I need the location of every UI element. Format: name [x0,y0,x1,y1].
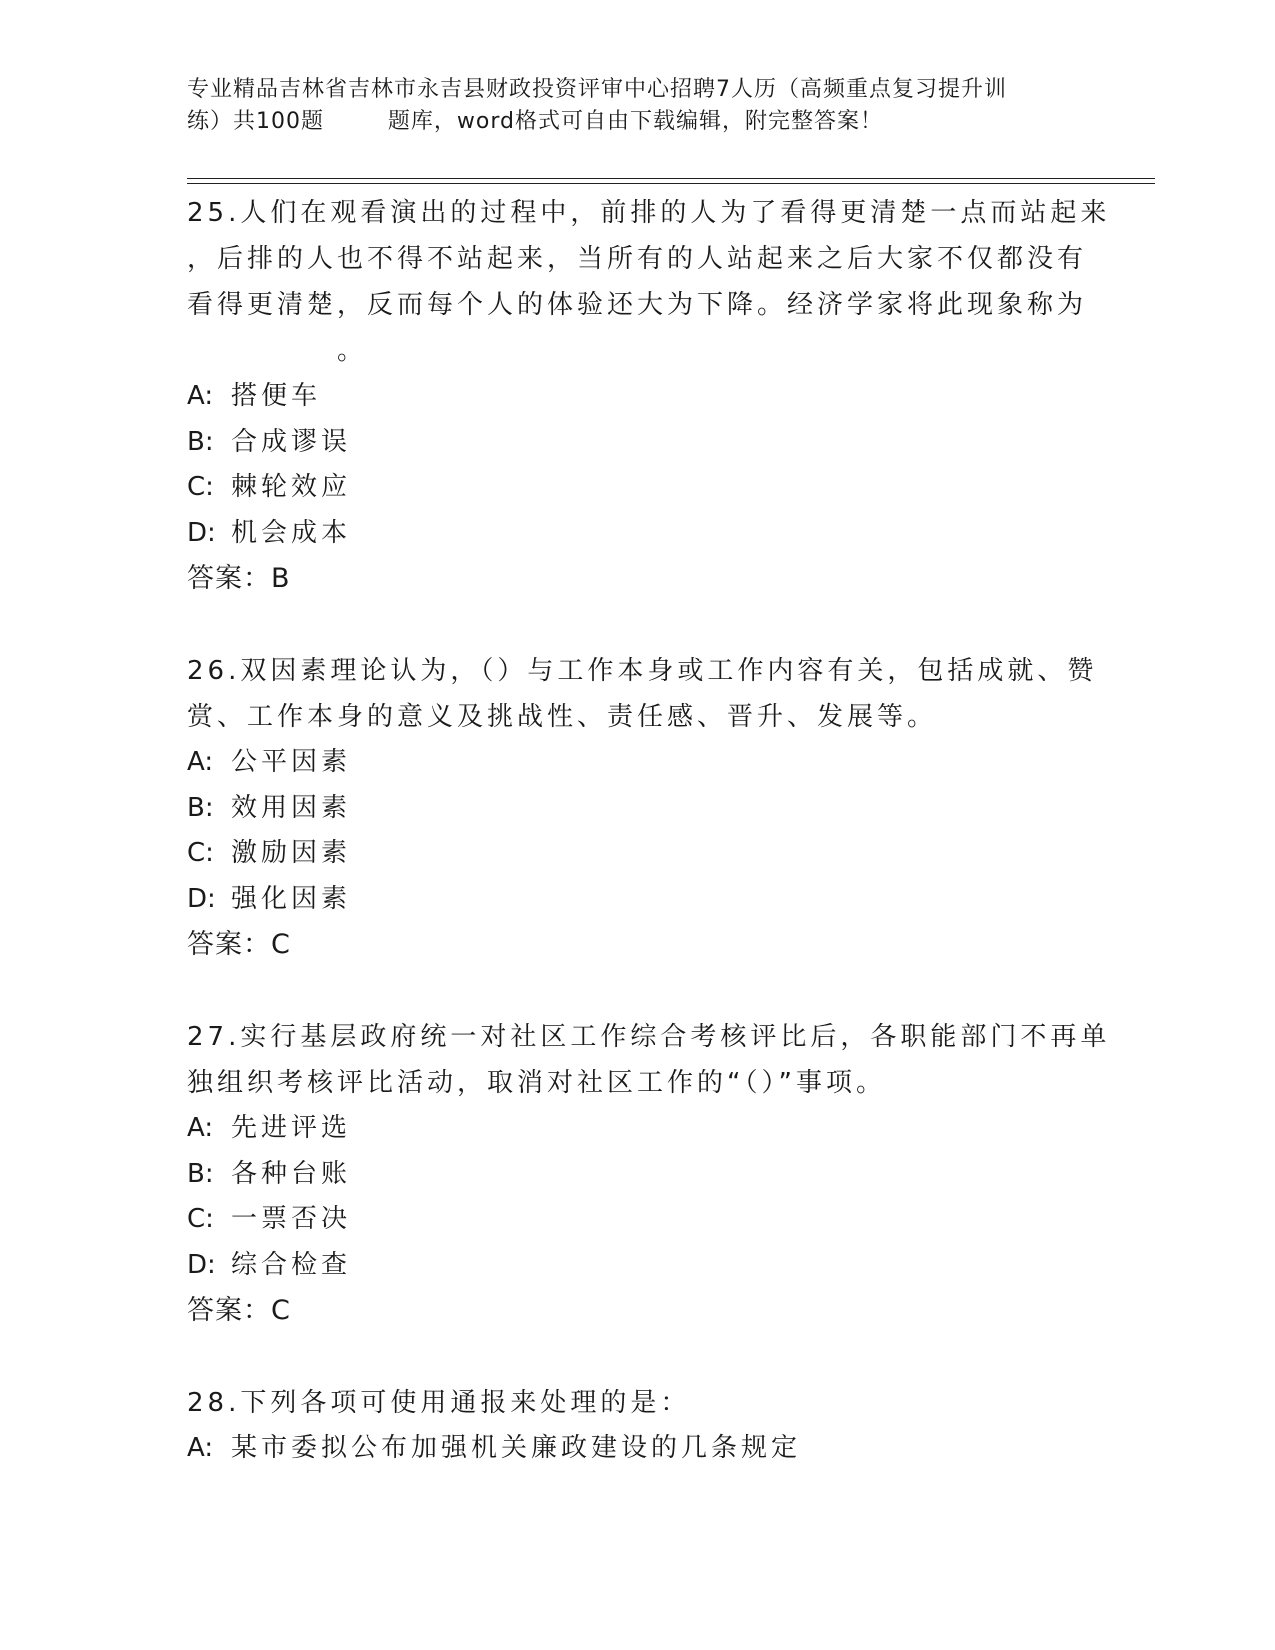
option-letter: D: [187,517,216,548]
header-line-2: 练）共100题 题库，word格式可自由下载编辑，附完整答案！ [187,109,884,134]
document-header [187,74,1087,138]
option-c [187,831,1087,877]
question-text [187,1380,1087,1426]
option-text: 先进评选 [231,1113,352,1143]
option-b [187,1152,1087,1198]
question-line: ，后排的人也不得不站起来，当所有的人站起来之后大家不仅都没有 [187,244,1088,274]
option-b [187,786,1087,832]
option-text: 综合检查 [231,1249,352,1280]
question-line: 26.双因素理论认为，（）与工作本身或工作内容有关，包括成就、赞 [187,656,1098,686]
question-25 [187,190,1111,602]
option-letter: C: [187,1204,214,1234]
option-text: 激励因素 [231,838,352,868]
question-text [187,190,1111,374]
option-letter: A: [187,381,214,411]
option-c [187,465,1087,511]
option-letter: B: [187,1158,214,1189]
question-list [187,190,1111,1472]
question-line: 25.人们在观看演出的过程中，前排的人为了看得更清楚一点而站起来 [187,198,1111,228]
option-text: 各种台账 [231,1158,352,1189]
question-line: 赏、工作本身的意义及挑战性、责任感、晋升、发展等。 [187,702,938,732]
option-letter: A: [187,1433,214,1463]
option-b [187,420,1087,466]
option-a [187,1106,1087,1152]
question-line: 。 [337,336,368,366]
header-rule-bottom [187,183,1155,184]
answer-line: 答案：C [187,1295,291,1326]
option-text: 棘轮效应 [231,472,352,502]
option-text: 效用因素 [231,792,352,823]
question-text [187,1014,1111,1106]
option-d [187,511,1087,557]
question-line: 独组织考核评比活动，取消对社区工作的“（）”事项。 [187,1068,886,1098]
answer-line: 答案：B [187,563,291,594]
option-text: 公平因素 [231,747,352,777]
option-c [187,1197,1087,1243]
option-text: 一票否决 [231,1204,352,1234]
option-letter: B: [187,426,214,457]
option-letter: B: [187,792,214,823]
answer-line: 答案：C [187,929,291,960]
question-27 [187,1014,1111,1334]
option-letter: D: [187,1249,216,1280]
header-rule-top [187,178,1155,179]
option-text: 某市委拟公布加强机关廉政建设的几条规定 [231,1433,802,1463]
option-letter: C: [187,472,214,502]
option-letter: D: [187,883,216,914]
option-d [187,1243,1087,1289]
question-line: 看得更清楚，反而每个人的体验还大为下降。经济学家将此现象称为 [187,290,1088,320]
option-text: 搭便车 [231,381,322,411]
option-d [187,877,1087,923]
question-text [187,648,1098,740]
header-line-1: 专业精品吉林省吉林市永吉县财政投资评审中心招聘7人历（高频重点复习提升训 [187,77,1007,102]
question-line: 27.实行基层政府统一对社区工作综合考核评比后，各职能部门不再单 [187,1022,1111,1052]
option-letter: C: [187,838,214,868]
question-28 [187,1380,1087,1472]
option-a [187,740,1087,786]
question-26 [187,648,1098,968]
option-letter: A: [187,1113,214,1143]
option-text: 合成谬误 [231,426,352,457]
question-line: 28.下列各项可使用通报来处理的是： [187,1388,691,1418]
option-letter: A: [187,747,214,777]
option-a [187,1426,1087,1472]
option-a [187,374,1087,420]
option-text: 强化因素 [231,883,352,914]
option-text: 机会成本 [231,517,352,548]
